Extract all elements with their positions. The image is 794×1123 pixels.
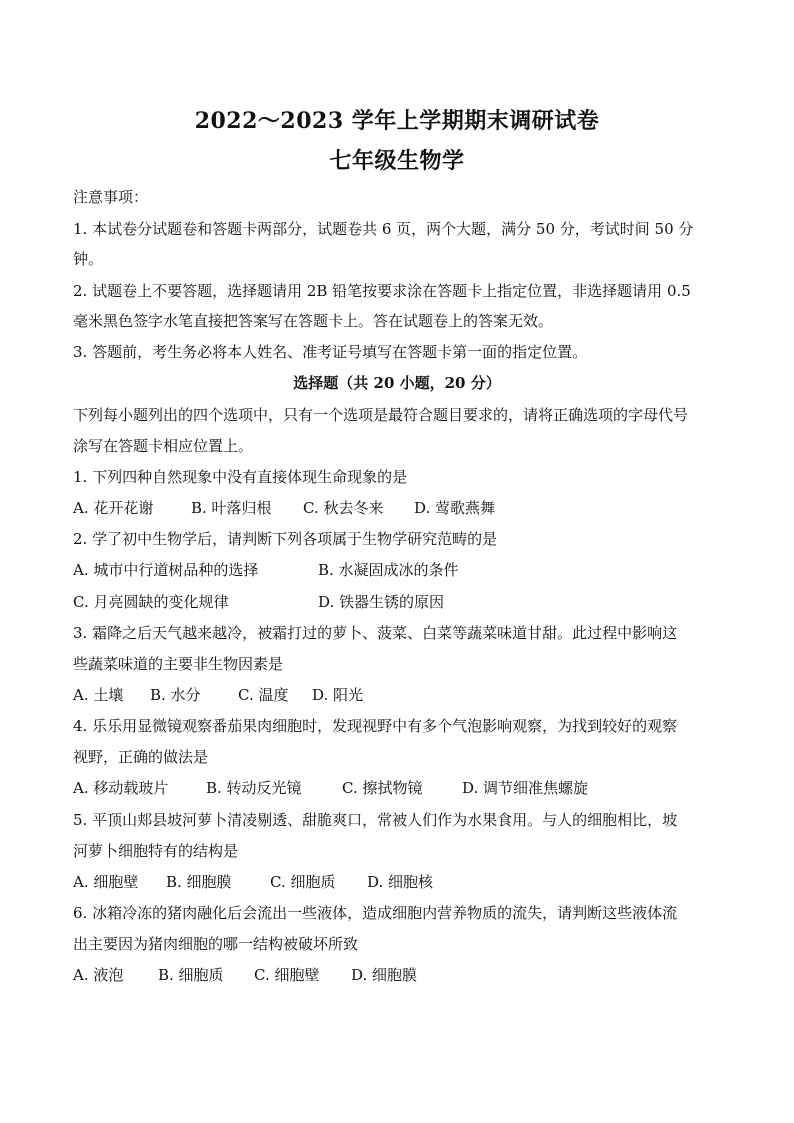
option-d: D. 细胞核 <box>367 873 434 891</box>
section-title: 选择题（共 20 小题，20 分） <box>293 374 501 392</box>
option-a: A. 液泡 <box>73 966 124 984</box>
option-c: C. 温度 <box>238 686 289 704</box>
option-b: B. 水分 <box>150 686 201 704</box>
option-d: D. 调节细准焦螺旋 <box>462 779 589 797</box>
option-c: C. 细胞质 <box>270 873 336 891</box>
question-stem: 3. 霜降之后天气越来越冷，被霜打过的萝卜、菠菜、白菜等蔬菜味道甘甜。此过程中影响这 <box>73 624 678 642</box>
exam-title: 2022～2023 学年上学期期末调研试卷 <box>194 108 600 134</box>
notice-line: 3. 答题前，考生务必将本人姓名、准考证号填写在答题卡第一面的指定位置。 <box>73 343 588 361</box>
option-a: A. 土壤 <box>73 686 124 704</box>
question-stem: 1. 下列四种自然现象中没有直接体现生命现象的是 <box>73 468 408 486</box>
section-instructions: 涂写在答题卡相应位置上。 <box>73 437 254 455</box>
notice-line: 2. 试题卷上不要答题，选择题请用 2B 铅笔按要求涂在答题卡上指定位置，非选择题请用 0.5 <box>73 282 691 300</box>
option-c: C. 秋去冬来 <box>303 499 384 517</box>
option-b: B. 细胞质 <box>158 966 224 984</box>
option-a: A. 细胞壁 <box>73 873 139 891</box>
option-a: A. 城市中行道树品种的选择 <box>73 561 259 579</box>
option-a: A. 移动载玻片 <box>73 779 169 797</box>
question-stem: 视野，正确的做法是 <box>73 748 209 766</box>
notice-line: 毫米黑色签字水笔直接把答案写在答题卡上。答在试题卷上的答案无效。 <box>73 312 554 330</box>
option-d: D. 铁器生锈的原因 <box>318 593 445 611</box>
section-instructions: 下列每小题列出的四个选项中，只有一个选项是最符合题目要求的，请将正确选项的字母代号 <box>73 406 689 424</box>
option-b: B. 细胞膜 <box>166 873 232 891</box>
question-stem: 6. 冰箱冷冻的猪肉融化后会流出一些液体，造成细胞内营养物质的流失，请判断这些液体流 <box>73 904 678 922</box>
notice-line: 钟。 <box>73 250 104 268</box>
question-stem: 出主要因为猪肉细胞的哪一结构被破坏所致 <box>73 935 359 953</box>
option-d: D. 阳光 <box>312 686 364 704</box>
question-stem: 2. 学了初中生物学后，请判断下列各项属于生物学研究范畴的是 <box>73 530 498 548</box>
question-stem: 5. 平顶山郏县坡河萝卜清凌剔透、甜脆爽口，常被人们作为水果食用。与人的细胞相比，坡 <box>73 811 678 829</box>
option-a: A. 花开花谢 <box>73 499 154 517</box>
option-c: C. 细胞壁 <box>254 966 320 984</box>
option-c: C. 擦拭物镜 <box>342 779 423 797</box>
option-c: C. 月亮圆缺的变化规律 <box>73 593 229 611</box>
question-stem: 4. 乐乐用显微镜观察番茄果肉细胞时，发现视野中有多个气泡影响观察，为找到较好的观察 <box>73 717 678 735</box>
option-b: B. 水凝固成冰的条件 <box>318 561 459 579</box>
option-d: D. 细胞膜 <box>351 966 418 984</box>
option-b: B. 叶落归根 <box>191 499 272 517</box>
notice-line: 1. 本试卷分试题卷和答题卡两部分，试题卷共 6 页，两个大题，满分 50 分，考试时间 50 分 <box>73 220 694 238</box>
option-d: D. 莺歌燕舞 <box>414 499 496 517</box>
exam-subtitle: 七年级生物学 <box>329 148 465 174</box>
question-stem: 河萝卜细胞特有的结构是 <box>73 842 239 860</box>
option-b: B. 转动反光镜 <box>206 779 302 797</box>
question-stem: 些蔬菜味道的主要非生物因素是 <box>73 655 284 673</box>
notice-heading: 注意事项： <box>73 188 149 206</box>
